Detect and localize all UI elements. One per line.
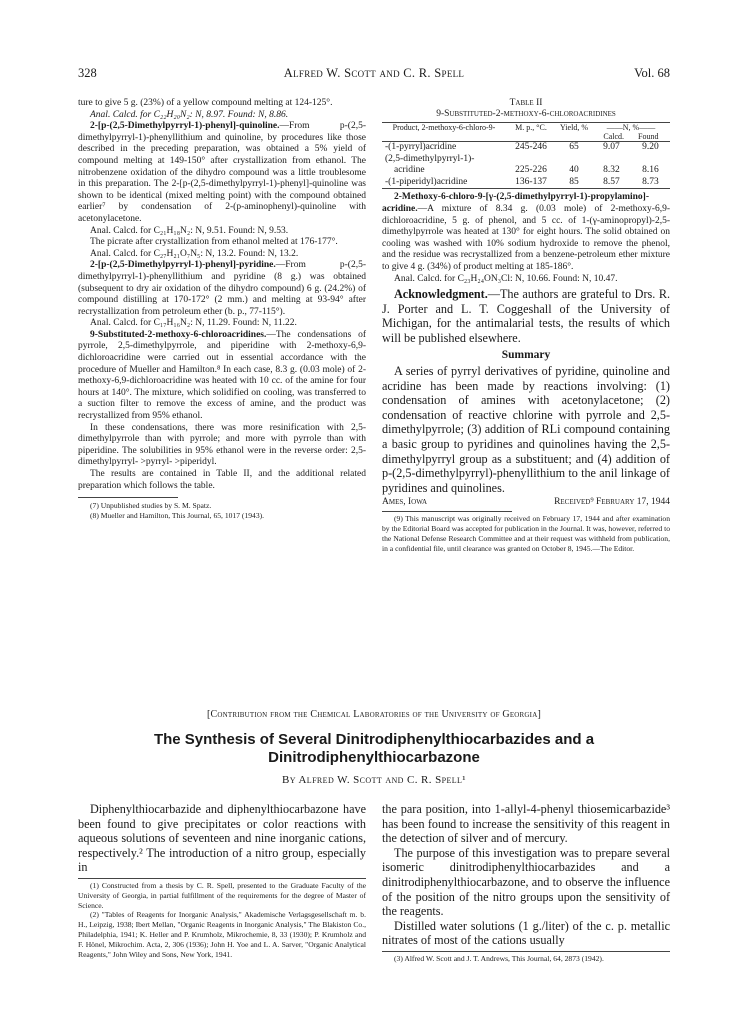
- section-heading: 2-[p-(2,5-Dimethylpyrryl-1)-phenyl]-pyridine.: [90, 260, 276, 271]
- analysis-line: Anal. Calcd. for C₂₃H₂₄ON₃Cl: N, 10.66. Found: N, 10.47.: [394, 273, 618, 284]
- paragraph: Distilled water solutions (1 g./liter) of the c. p. metallic nitrates of most of the cations usually: [382, 918, 670, 948]
- title-line: Dinitrodiphenylthiocarbazone: [268, 748, 480, 766]
- table-cell: [631, 154, 670, 166]
- paragraph-body: —The authors are grateful to Drs. R. J. Porter and L. T. Coggeshall of the University of Michigan, for the antimalarial tests, the results of which will be published elsewhere.: [382, 287, 670, 345]
- table-cell: 8.16: [642, 165, 659, 176]
- table-header-cell: Yield, %: [560, 123, 588, 132]
- table-cell: 85: [569, 176, 579, 187]
- section-heading: 9-Substituted-2-methoxy-6-chloroacridines.: [90, 329, 267, 340]
- table-header-cell: Calcd.: [603, 132, 625, 141]
- footnote: (7) Unpublished studies by S. M. Spatz.: [90, 501, 212, 511]
- acknowledgment: [382, 287, 670, 345]
- table-cell: 8.57: [603, 176, 620, 187]
- paragraph: In these condensations, there was more resinification with 2,5-dimethylpyrrole than with pyrrole; and more with pyrrole than with piperidine. The solubilities in 95% ethanol were in the reverse order: 2,5-dimethylpyrryl- >pyrryl- >piperidyl.: [78, 422, 366, 468]
- received-date: Received⁹ February 17, 1944: [554, 497, 670, 508]
- volume-label: Vol. 68: [634, 66, 670, 80]
- paragraph: [78, 121, 366, 225]
- section-heading: 2-Methoxy-6-chloro-9-[γ-(2,5-dimethylpyrryl-1)-propylamino]-acridine.: [382, 192, 650, 214]
- page-number: 328: [78, 66, 97, 80]
- summary-heading: Summary: [501, 348, 551, 361]
- table-row: [382, 177, 670, 189]
- table-cell: 40: [569, 165, 579, 176]
- right-column: [382, 98, 670, 554]
- analysis-line: Anal. Calcd. for C₂₂H₂₀N₂: N, 8.97. Found: N, 8.86.: [90, 109, 289, 120]
- table-cell: (2,5-dimethylpyrryl-1)-: [385, 153, 475, 164]
- title-line: The Synthesis of Several Dinitrodiphenylthiocarbazides and a: [153, 731, 595, 748]
- received-line: [382, 497, 670, 510]
- footnote: (2) "Tables of Reagents for Inorganic Analysis," Akademische Verlagsgesellschaft m. b. H., Leipzig, 1938; Ibert Mellan, "Organic Reagents in Inorganic Analysis," The Blakiston Co., Philadelphia, 1941; K. Heller and P. Krumholz, Mikrochemie, 8, 33 (1930); P. Krumholz and F. Hönel, Mikrochim. Acta, 2, 306 (1936); John H. Yoe and L. A. Sarver, "Organic Analytical Reagents," John Wiley and Sons, New York, 1941.: [78, 910, 366, 959]
- paragraph: [382, 192, 670, 273]
- table-cell: 9.20: [642, 142, 659, 152]
- table-cell: 136-137: [515, 176, 547, 187]
- paragraph: Diphenylthiocarbazide and diphenylthiocarbazone have been found to give precipitates or color reactions with aqueous solutions of seventeen and nine inorganic cations, respectively.² The introduction of a nitro group, especially in: [78, 802, 366, 875]
- paragraph: ture to give 5 g. (23%) of a yellow compound melting at 124-125°.: [78, 98, 333, 108]
- table-cell: 8.73: [642, 176, 659, 187]
- table-header-cell: ——N, %——: [606, 123, 656, 132]
- table-header-cell: Product, 2-methoxy-6-chloro-9-: [392, 123, 496, 132]
- table-cell: 65: [569, 142, 579, 152]
- table-cell: [506, 154, 556, 166]
- footnote: (9) This manuscript was originally received on February 17, 1944 and after examination by the Editorial Board was accepted for publication in the Journal. It was, however, referred to the National Defense Research Committee and at their request was withheld from publication, in a confidential file, until clearance was granted on October 8, 1945.—The Editor.: [382, 514, 670, 553]
- article-right-column: [382, 802, 670, 964]
- table-cell: [592, 154, 631, 166]
- footnote: (8) Mueller and Hamilton, This Journal, 65, 1017 (1943).: [90, 510, 265, 520]
- footnote: (3) Alfred W. Scott and J. T. Andrews, This Journal, 64, 2873 (1942).: [394, 953, 604, 963]
- running-title: Alfred W. Scott and C. R. Spell: [283, 66, 465, 80]
- table-header-cell: M. p., °C.: [515, 123, 547, 132]
- table-header-row: [382, 123, 670, 142]
- paragraph: The results are contained in Table II, and the additional related preparation which follows the table.: [78, 469, 366, 491]
- table-cell: 9.07: [603, 142, 620, 152]
- analysis-line: Anal. Calcd. for C₁₇H₁₆N₂: N, 11.29. Found: N, 11.22.: [90, 318, 297, 329]
- paragraph-body: —A mixture of 8.34 g. (0.03 mole) of 2-methoxy-6,9-dichloroacridine, 5 g. of phenol, and 5 cc. of 1-(γ-aminopropyl)-2,5-dimethylpyrrole was heated at 130° for eight hours. The solid obtained on cooling was washed with 10% sodium hydroxide to remove the phenol, and the residue was recrystallized from a benzene-petroleum ether mixture to give 4 g. (34%) of product melting at 185-186°.: [382, 203, 670, 272]
- footnote: (1) Constructed from a thesis by C. R. Spell, presented to the Graduate Faculty of the University of Georgia, in partial fulfillment of the requirements for the degree of Master of Science.: [78, 880, 366, 910]
- table-header-cell: Found: [638, 132, 659, 141]
- paragraph: the para position, into 1-allyl-4-phenyl thiosemicarbazide³ has been found to increase the sensitivity of this reagent in the detection of silver and of mercury.: [382, 802, 670, 846]
- footnote-rule: [78, 878, 366, 879]
- table-row: [382, 154, 670, 166]
- table-caption: 9-Substituted-2-methoxy-6-chloroacridines: [436, 109, 616, 119]
- article-title: [78, 731, 670, 766]
- table-cell: -(1-pyrryl)acridine: [385, 142, 457, 152]
- table-cell: -(1-piperidyl)acridine: [385, 176, 468, 187]
- table-cell: [556, 154, 592, 166]
- table-cell: acridine: [394, 165, 425, 176]
- section-heading: Acknowledgment.: [394, 287, 488, 302]
- left-column: [78, 98, 366, 521]
- data-table: [382, 122, 670, 189]
- summary-text: A series of pyrryl derivatives of pyridine, quinoline and acridine has been made by reactions involving: (1) condensation of amines with acetonylacetone; (2) condensation of reactive chlorine with pyrrole and 2,5-dimethylpyrrole; (3) addition of RLi compound containing a basic group to pyridines and quinolines having the 2,5-dimethylpyrryl group as a substituent; and (4) addition of p-(2,5-dimethylpyrryl)-phenyllithium to the anil linkage of pyridines and quinolines.: [382, 364, 670, 495]
- paragraph: The picrate after crystallization from ethanol melted at 176-177°.: [90, 237, 338, 248]
- section-heading: 2-[p-(2,5-Dimethylpyrryl-1)-phenyl]-quinoline.: [90, 121, 280, 132]
- place-label: Ames, Iowa: [382, 497, 428, 508]
- table-cell: 245-246: [515, 142, 547, 152]
- footnote-rule: [382, 951, 670, 952]
- byline: By Alfred W. Scott and C. R. Spell¹: [282, 774, 466, 786]
- footnote-rule: [382, 511, 512, 512]
- table-label: Table II: [509, 98, 543, 108]
- paragraph-body: —From p-(2,5-dimethylpyrryl-1)-phenyllithium and quinoline, by procedures like those described in the preceding preparation, was obtained a 5% yield of compound melting at 149-150° after crystallization from ethanol. The nitrobenzene oxidation of the dihydro compound was a little troublesome in this preparation. The 2-[p-(2,5-dimethylpyrryl-1)-phenyl]-quinoline was shown to be identical (mixed melting point) with the compound obtained earlier⁷ by condensation of 2-(p-aminophenyl)-quinoline with acetonylacetone.: [78, 121, 366, 224]
- paragraph-body: —The condensations of pyrrole, 2,5-dimethylpyrrole, and piperidine with 2-methoxy-6,9-dichloroacridine were carried out in essential accordance with the procedure of Mueller and Hamilton.⁸ In each case, 8.3 g. (0.03 mole) of 2-methoxy-6,9-dichloroacridine was heated with 10 cc. of the amine for four hours at 140°. The mixture, which solidified on cooling, was transferred to a suction filter to remove the excess of amine, and the product was recrystallized from 95% ethanol.: [78, 329, 366, 422]
- contribution-line: [Contribution from the Chemical Laboratories of the University of Georgia]: [206, 709, 541, 720]
- footnote-rule: [78, 497, 178, 498]
- table-cell: 225-226: [515, 165, 547, 176]
- paragraph: [78, 260, 366, 318]
- table-row: [382, 165, 670, 177]
- table-row: [382, 142, 670, 154]
- article-left-column: [78, 802, 366, 959]
- analysis-line: Anal. Calcd. for C₂₇H₂₁O₇N₅: N, 13.2. Found: N, 13.2.: [90, 248, 299, 259]
- paragraph: [78, 330, 366, 423]
- table-cell: 8.32: [603, 165, 620, 176]
- paragraph: The purpose of this investigation was to prepare several isomeric dinitrodiphenylthiocarbazides and a dinitrodiphenylthiocarbazone, and to observe the influence of the position of the nitro groups upon the sensitivity of the reagents.: [382, 845, 670, 919]
- paragraph-body: —From p-(2,5-dimethylpyrryl-1)-phenyllithium and pyridine (8 g.) was obtained (subsequent to dry air oxidation of the dihydro compound) 6 g. (24.2%) of compound distilling at 170-172° (2 mm.) and melting at 93-94° after recrystallization from petroleum ether (b. p., 77-115°).: [78, 260, 366, 317]
- analysis-line: Anal. Calcd. for C₂₁H₁₈N₂: N, 9.51. Found: N, 9.53.: [90, 225, 289, 236]
- running-header: [78, 66, 670, 82]
